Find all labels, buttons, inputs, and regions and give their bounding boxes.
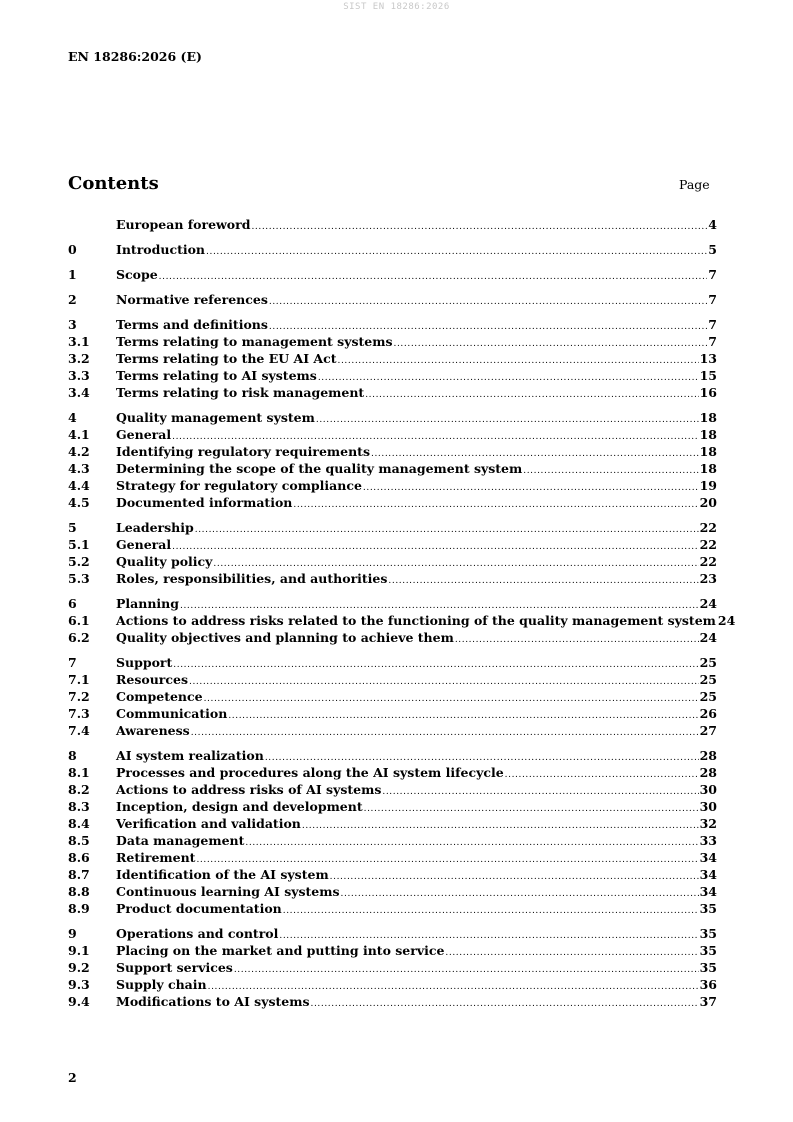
toc-dot-leader [191,725,699,742]
toc-entry[interactable] [68,426,717,443]
toc-dot-leader [394,336,708,353]
toc-entry-page: 30 [699,782,717,797]
toc-entry[interactable] [68,705,717,722]
toc-entry-page: 35 [699,926,717,941]
toc-entry-page: 32 [699,816,717,831]
toc-entry-page: 7 [708,267,717,282]
toc-entry-title: European foreword [116,217,251,232]
toc-entry-title: Verification and validation [116,816,301,831]
table-of-contents [68,216,736,1010]
toc-entry[interactable] [68,536,717,553]
toc-entry[interactable] [68,832,717,849]
toc-entry-number: 6 [68,596,77,611]
toc-entry-title: Actions to address risks related to the functioning of the quality management system [116,613,716,628]
toc-entry-number: 3.4 [68,385,90,400]
toc-entry[interactable] [68,241,717,258]
toc-entry-title: Terms and definitions [116,317,268,332]
toc-entry[interactable] [68,595,717,612]
toc-entry-number: 4.5 [68,495,90,510]
toc-entry-title: Support [116,655,173,670]
toc-dot-leader [269,294,707,311]
toc-entry-page: 24 [699,630,717,645]
toc-entry-title: Terms relating to AI systems [116,368,317,383]
toc-entry-page: 7 [708,317,717,332]
toc-entry-title: Inception, design and development [116,799,363,814]
watermark: SIST EN 18286:2026 [343,2,450,12]
toc-dot-leader [445,945,698,962]
toc-entry[interactable] [68,722,717,739]
toc-entry[interactable] [68,798,717,815]
toc-entry-page: 34 [699,867,717,882]
toc-entry-title: Placing on the market and putting into service [116,943,445,958]
toc-dot-leader [234,962,699,979]
toc-dot-leader [341,886,699,903]
toc-entry-page: 20 [699,495,717,510]
toc-entry-number: 8.7 [68,867,90,882]
toc-entry-page: 35 [699,960,717,975]
toc-entry-title: Operations and control [116,926,279,941]
toc-entry[interactable] [68,266,717,283]
toc-entry-title: Awareness [116,723,190,738]
toc-entry-title: Identification of the AI system [116,867,329,882]
toc-dot-leader [251,219,707,236]
toc-entry-page: 22 [699,554,717,569]
toc-entry-number: 8.6 [68,850,90,865]
toc-entry-title: Documented information [116,495,293,510]
toc-entry-title: Terms relating to the EU AI Act [116,351,337,366]
toc-entry-number: 4 [68,410,77,425]
toc-entry-page: 23 [699,571,717,586]
toc-entry-number: 7.4 [68,723,90,738]
toc-entry-page: 13 [699,351,717,366]
toc-dot-leader [189,674,699,691]
toc-entry-page: 28 [699,765,717,780]
toc-dot-leader [206,244,707,261]
toc-entry-page: 15 [699,368,717,383]
toc-entry[interactable] [68,900,717,917]
toc-entry-number: 8.3 [68,799,90,814]
toc-dot-leader [363,480,699,497]
toc-entry-title: Modifications to AI systems [116,994,310,1009]
toc-entry-number: 9.3 [68,977,90,992]
toc-entry-page: 35 [699,943,717,958]
toc-dot-leader [330,869,699,886]
toc-dot-leader [316,412,699,429]
toc-entry-number: 8.5 [68,833,90,848]
toc-entry-title: Quality policy [116,554,213,569]
toc-entry-number: 5.2 [68,554,90,569]
toc-entry-number: 6.1 [68,613,90,628]
toc-entry-title: Quality objectives and planning to achieve them [116,630,454,645]
toc-entry[interactable] [68,333,717,350]
toc-entry-number: 9.4 [68,994,90,1009]
toc-entry-title: Processes and procedures along the AI system lifecycle [116,765,504,780]
toc-entry[interactable] [68,316,717,333]
toc-entry-page: 7 [708,292,717,307]
toc-entry-title: Product documentation [116,901,282,916]
toc-entry-page: 24 [699,596,717,611]
toc-entry[interactable] [68,519,717,536]
toc-entry[interactable] [68,443,717,460]
toc-entry-number: 9.2 [68,960,90,975]
toc-entry-number: 8.9 [68,901,90,916]
toc-entry-number: 8.4 [68,816,90,831]
toc-entry-number: 7.2 [68,689,90,704]
toc-entry[interactable] [68,959,717,976]
toc-dot-leader [159,269,708,286]
toc-dot-leader [338,353,699,370]
toc-entry-title: Competence [116,689,203,704]
toc-entry-page: 37 [699,994,717,1009]
toc-entry-page: 35 [699,901,717,916]
toc-dot-leader [364,801,699,818]
toc-dot-leader [228,708,698,725]
toc-entry-number: 3.1 [68,334,90,349]
toc-entry-page: 26 [699,706,717,721]
toc-entry-number: 3.2 [68,351,90,366]
toc-entry-number: 1 [68,267,77,282]
toc-entry[interactable] [68,764,717,781]
toc-entry-number: 6.2 [68,630,90,645]
toc-entry-number: 5.3 [68,571,90,586]
toc-entry-title: Data management [116,833,245,848]
toc-entry-title: Normative references [116,292,268,307]
toc-entry[interactable] [68,976,717,993]
toc-entry-title: Scope [116,267,158,282]
toc-entry[interactable] [68,291,717,308]
toc-entry-page: 25 [699,672,717,687]
toc-entry-page: 7 [708,334,717,349]
toc-entry-page: 34 [699,850,717,865]
toc-entry-page: 16 [699,385,717,400]
toc-dot-leader [365,387,698,404]
toc-entry[interactable] [68,350,717,367]
toc-entry-title: Support services [116,960,233,975]
toc-entry[interactable] [68,781,717,798]
toc-dot-leader [195,522,699,539]
toc-dot-leader [173,657,698,674]
toc-entry-number: 9 [68,926,77,941]
toc-entry-title: Roles, responsibilities, and authorities [116,571,388,586]
toc-entry-number: 8.8 [68,884,90,899]
contents-title: Contents [68,173,159,194]
toc-entry-page: 19 [699,478,717,493]
toc-dot-leader [293,497,698,514]
toc-entry-number: 7.3 [68,706,90,721]
toc-entry-page: 24 [717,613,736,628]
toc-entry-page: 27 [699,723,717,738]
toc-entry-page: 18 [699,461,717,476]
toc-entry-number: 3.3 [68,368,90,383]
toc-entry-title: Identifying regulatory requirements [116,444,370,459]
toc-entry-title: Resources [116,672,188,687]
toc-entry-title: Continuous learning AI systems [116,884,340,899]
toc-entry-page: 36 [699,977,717,992]
toc-entry[interactable] [68,384,717,401]
toc-entry-number: 5.1 [68,537,90,552]
toc-entry-number: 7 [68,655,77,670]
toc-entry[interactable] [68,747,717,764]
toc-entry[interactable] [68,570,717,587]
toc-entry-number: 4.4 [68,478,90,493]
toc-entry[interactable] [68,993,717,1010]
toc-entry-title: Retirement [116,850,196,865]
toc-entry-page: 33 [699,833,717,848]
toc-entry-number: 8.1 [68,765,90,780]
toc-entry-number: 2 [68,292,77,307]
toc-entry-title: Communication [116,706,228,721]
toc-entry-page: 34 [699,884,717,899]
toc-entry-number: 4.3 [68,461,90,476]
toc-entry[interactable] [68,883,717,900]
toc-entry-title: Planning [116,596,180,611]
toc-entry[interactable] [68,409,717,426]
toc-dot-leader [318,370,699,387]
toc-entry-page: 4 [708,217,717,232]
toc-dot-leader [245,835,698,852]
toc-entry-number: 5 [68,520,77,535]
toc-dot-leader [523,463,698,480]
toc-entry-page: 18 [699,427,717,442]
toc-entry-page: 25 [699,689,717,704]
toc-entry[interactable] [68,494,717,511]
toc-entry[interactable] [68,553,717,570]
toc-entry-number: 4.2 [68,444,90,459]
toc-dot-leader [283,903,699,920]
toc-entry-title: Terms relating to management systems [116,334,393,349]
toc-entry-page: 22 [699,520,717,535]
toc-entry[interactable] [68,477,717,494]
toc-entry[interactable] [68,815,717,832]
document-id-header: EN 18286:2026 (E) [68,49,202,64]
toc-dot-leader [302,818,699,835]
toc-entry-number: 9.1 [68,943,90,958]
toc-entry-page: 18 [699,444,717,459]
toc-entry-page: 5 [708,242,717,257]
toc-entry[interactable] [68,629,717,646]
toc-entry[interactable] [68,460,717,477]
page-column-label: Page [679,177,710,192]
toc-entry-number: 3 [68,317,77,332]
toc-entry-title: AI system realization [116,748,264,763]
toc-entry-number: 4.1 [68,427,90,442]
toc-entry-page: 30 [699,799,717,814]
toc-entry-title: Supply chain [116,977,207,992]
toc-entry[interactable] [68,942,717,959]
toc-dot-leader [455,632,699,649]
toc-entry[interactable] [68,367,717,384]
toc-entry-title: Quality management system [116,410,315,425]
toc-entry-page: 28 [699,748,717,763]
toc-entry[interactable] [68,612,736,629]
page-number: 2 [68,1070,77,1085]
toc-entry-title: Strategy for regulatory compliance [116,478,362,493]
toc-entry-title: Determining the scope of the quality management system [116,461,523,476]
toc-entry-number: 7.1 [68,672,90,687]
toc-dot-leader [204,691,699,708]
toc-entry-page: 22 [699,537,717,552]
toc-entry-title: General [116,537,172,552]
toc-entry-title: Terms relating to risk management [116,385,365,400]
toc-entry-title: General [116,427,172,442]
toc-dot-leader [311,996,699,1013]
toc-entry-title: Actions to address risks of AI systems [116,782,382,797]
toc-dot-leader [172,539,698,556]
toc-entry[interactable] [68,849,717,866]
toc-dot-leader [382,784,698,801]
toc-entry-number: 8 [68,748,77,763]
toc-entry[interactable] [68,654,717,671]
toc-entry[interactable] [68,925,717,942]
toc-entry[interactable] [68,216,717,233]
toc-entry[interactable] [68,671,717,688]
toc-entry-title: Introduction [116,242,206,257]
toc-entry-title: Leadership [116,520,194,535]
toc-dot-leader [388,573,698,590]
toc-dot-leader [505,767,699,784]
toc-entry[interactable] [68,866,717,883]
toc-entry[interactable] [68,688,717,705]
toc-entry-page: 18 [699,410,717,425]
toc-entry-page: 25 [699,655,717,670]
toc-entry-number: 8.2 [68,782,90,797]
toc-entry-number: 0 [68,242,77,257]
